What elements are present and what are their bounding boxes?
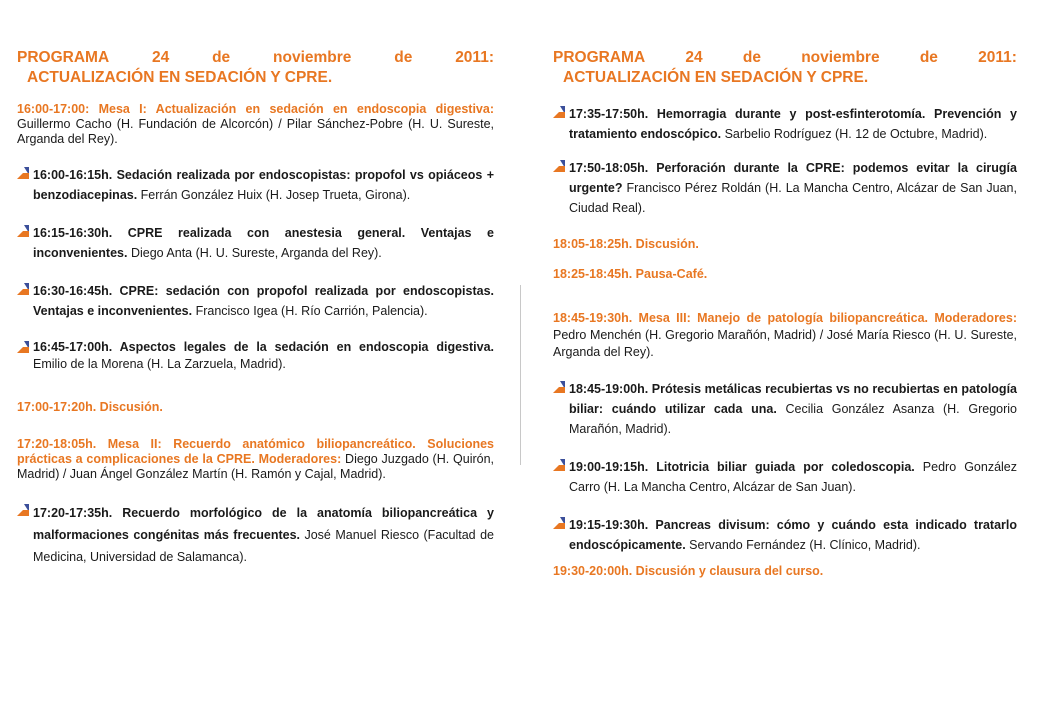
title-subtitle: ACTUALIZACIÓN EN SEDACIÓN Y CPRE.	[563, 69, 869, 86]
title-word: de	[394, 49, 413, 66]
bullet-icon	[17, 167, 29, 179]
mesa-3-section	[553, 310, 1017, 361]
column-divider	[520, 285, 521, 465]
talk-title: 16:15-16:30h. CPRE realizada con anestesia general. Ventajas e inconvenientes.	[33, 226, 494, 260]
title-word: 2011:	[455, 49, 494, 66]
talk-speaker: Emilio de la Morena (H. La Zarzuela, Madrid).	[33, 357, 286, 371]
talk-speaker: Diego Anta (H. U. Sureste, Arganda del Rey).	[127, 246, 382, 260]
program-right-column	[553, 48, 1017, 579]
title-word: PROGRAMA	[553, 49, 646, 66]
mesa-3-heading: 18:45-19:30h. Mesa III: Manejo de patología biliopancreática. Moderadores:	[553, 311, 1017, 325]
talk-speaker: Servando Fernández (H. Clínico, Madrid).	[685, 538, 921, 552]
talk-speaker: Francisco Igea (H. Río Carrión, Palencia).	[192, 304, 428, 318]
program-title	[553, 48, 1017, 88]
program-left-column	[17, 48, 494, 568]
title-word: 2011:	[978, 49, 1017, 66]
talk-item	[553, 158, 1017, 218]
title-subtitle: ACTUALIZACIÓN EN SEDACIÓN Y CPRE.	[27, 69, 333, 86]
mesa-1-heading: 16:00-17:00: Mesa I: Actualización en sedación en endoscopia digestiva:	[17, 102, 494, 116]
talk-speaker: Francisco Pérez Roldán (H. La Mancha Centro, Alcázar de San Juan, Ciudad Real).	[569, 181, 1017, 215]
talk-title: 17:35-17:50h. Hemorragia durante y post-esfinterotomía. Prevención y tratamiento endoscópico.	[569, 107, 1017, 141]
program-title	[17, 48, 494, 88]
talk-title: 19:00-19:15h. Litotricia biliar guiada por coledoscopia.	[569, 460, 915, 474]
title-word: de	[212, 49, 231, 66]
discussion-2: 18:05-18:25h. Discusión.	[553, 237, 699, 251]
talk-title: 17:20-17:35h. Recuerdo morfológico de la anatomía biliopancreática y malformaciones congénitas más frecuentes.	[33, 506, 494, 542]
talk-item	[553, 104, 1017, 144]
mesa-2-moderators: Diego Juzgado (H. Quirón, Madrid) / Juan Ángel González Martín (H. Ramón y Cajal, Madrid).	[17, 452, 495, 481]
bullet-icon	[553, 106, 565, 118]
talk-item	[17, 223, 494, 263]
talk-item	[553, 515, 1017, 555]
title-word: PROGRAMA	[17, 49, 110, 66]
talk-speaker: José Manuel Riesco (Facultad de Medicina, Universidad de Salamanca).	[33, 528, 495, 564]
discussion-1: 17:00-17:20h. Discusión.	[17, 400, 163, 414]
bullet-icon	[17, 341, 29, 353]
talk-title: 18:45-19:00h. Prótesis metálicas recubiertas vs no recubiertas en patología biliar: cuándo utilizar cada una.	[569, 382, 1017, 416]
title-word: de	[742, 49, 761, 66]
talk-title: 16:00-16:15h. Sedación realizada por endoscopistas: propofol vs opiáceos + benzodiacepinas.	[33, 168, 494, 202]
title-word: 24	[151, 49, 170, 66]
mesa-1-section	[17, 102, 494, 147]
talk-item	[17, 502, 494, 568]
bullet-icon	[17, 283, 29, 295]
title-word: de	[919, 49, 938, 66]
bullet-icon	[17, 225, 29, 237]
coffee-break: 18:25-18:45h. Pausa-Café.	[553, 267, 708, 281]
bullet-icon	[553, 160, 565, 172]
talk-item	[553, 379, 1017, 439]
talk-title: 19:15-19:30h. Pancreas divisum: cómo y cuándo esta indicado tratarlo endoscópicamente.	[569, 518, 1017, 552]
talk-title: 16:30-16:45h. CPRE: sedación con propofol realizada por endoscopistas. Ventajas e inconvenientes.	[33, 284, 494, 318]
talk-title: 17:50-18:05h. Perforación durante la CPRE: podemos evitar la cirugía urgente?	[569, 161, 1017, 195]
bullet-icon	[553, 459, 565, 471]
talk-title: 16:45-17:00h. Aspectos legales de la sedación en endoscopia digestiva.	[33, 340, 494, 354]
bullet-icon	[553, 517, 565, 529]
talk-item	[17, 165, 494, 205]
talk-speaker: Ferrán González Huix (H. Josep Trueta, Girona).	[137, 188, 411, 202]
title-word: 24	[685, 49, 703, 66]
mesa-3-moderators: Pedro Menchén (H. Gregorio Marañón, Madrid) / José María Riesco (H. U. Sureste, Arganda del Rey).	[553, 328, 1017, 359]
bullet-icon	[17, 504, 29, 516]
title-word: noviembre	[273, 49, 352, 66]
talk-item	[553, 457, 1017, 497]
closing-discussion: 19:30-20:00h. Discusión y clausura del curso.	[553, 564, 824, 578]
mesa-2-section	[17, 437, 494, 482]
talk-item	[17, 281, 494, 321]
talk-speaker: Pedro González Carro (H. La Mancha Centro, Alcázar de San Juan).	[569, 460, 1017, 494]
talk-item	[17, 339, 494, 373]
talk-speaker: Cecilia González Asanza (H. Gregorio Marañón, Madrid).	[569, 402, 1018, 436]
mesa-1-moderators: Guillermo Cacho (H. Fundación de Alcorcón) / Pilar Sánchez-Pobre (H. U. Sureste, Arganda del Rey).	[17, 117, 494, 146]
mesa-2-heading: 17:20-18:05h. Mesa II: Recuerdo anatómico biliopancreático. Soluciones prácticas a complicaciones de la CPRE. Moderadores:	[17, 437, 494, 466]
title-word: noviembre	[801, 49, 880, 66]
talk-speaker: Sarbelio Rodríguez (H. 12 de Octubre, Madrid).	[721, 127, 988, 141]
bullet-icon	[553, 381, 565, 393]
